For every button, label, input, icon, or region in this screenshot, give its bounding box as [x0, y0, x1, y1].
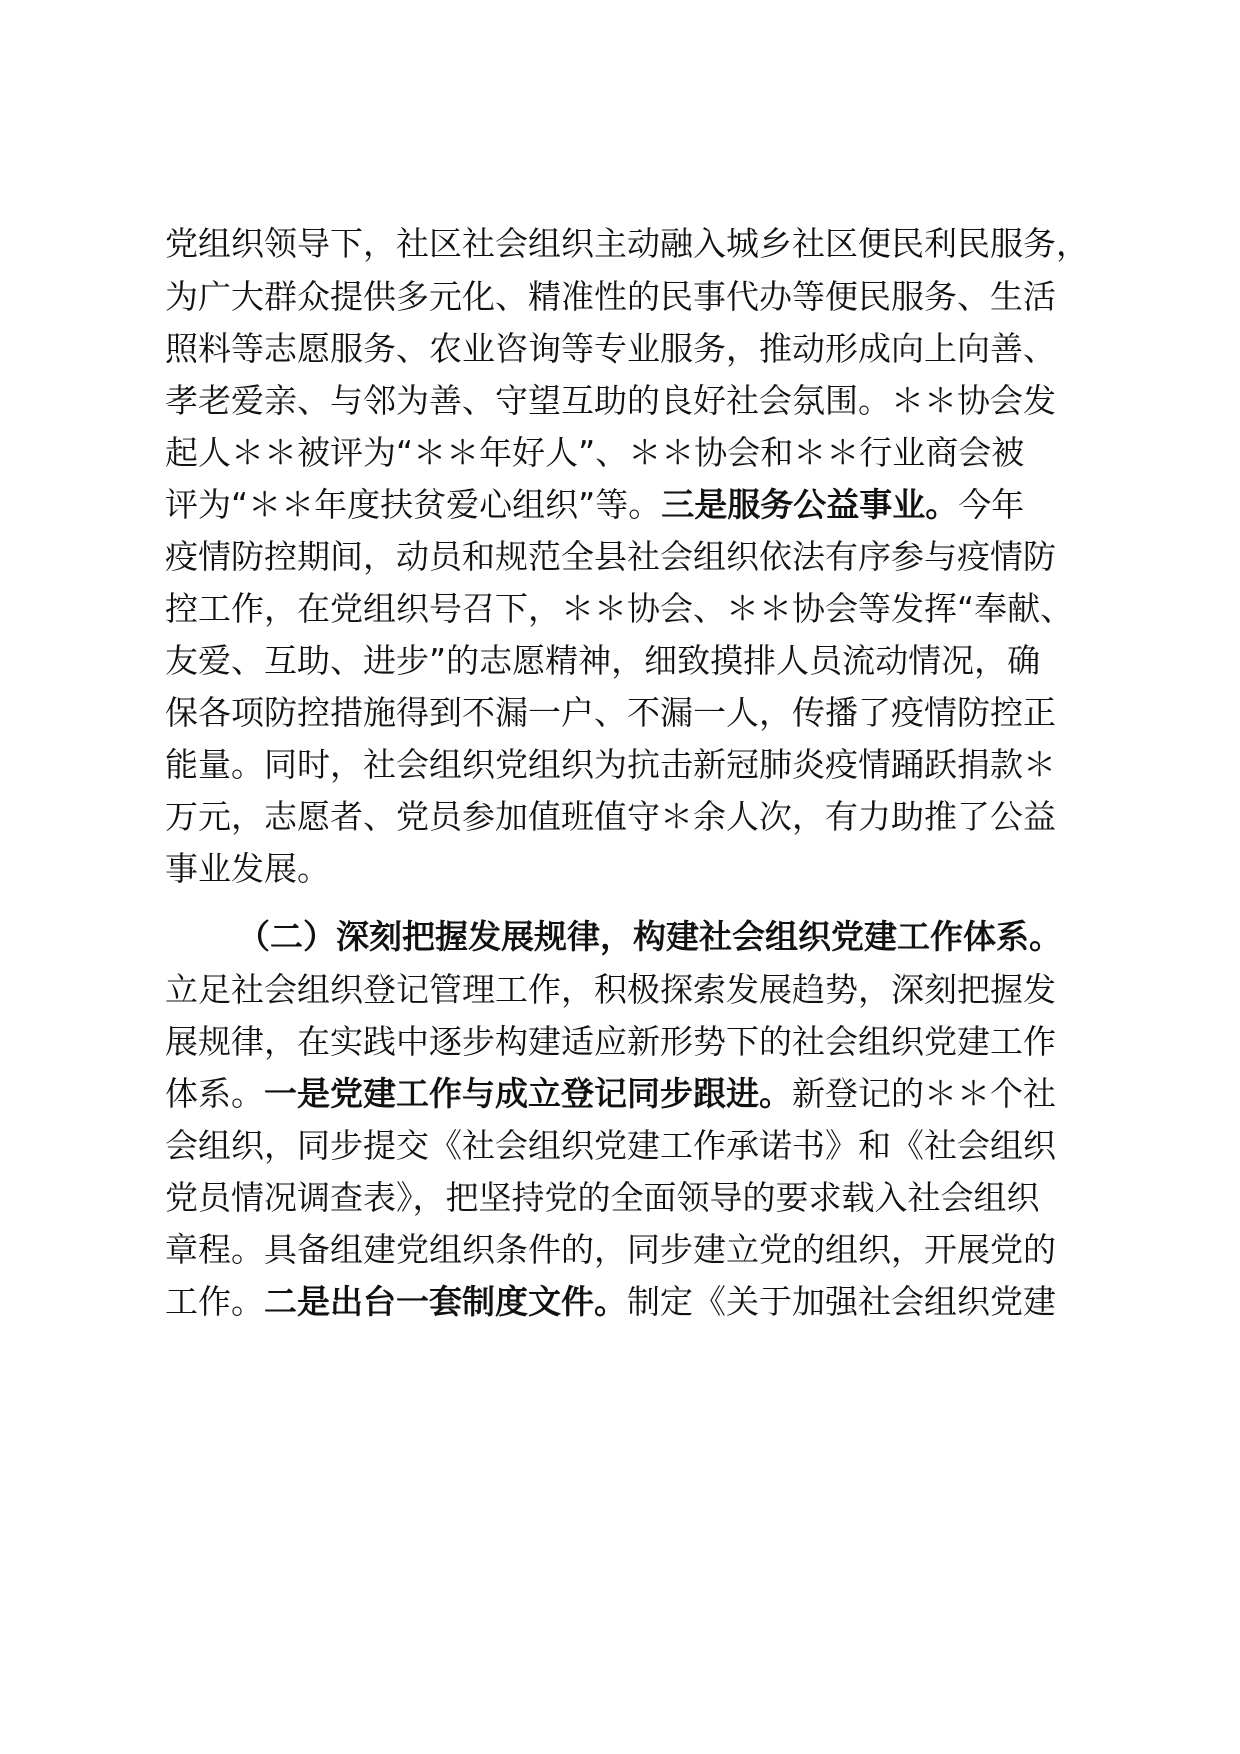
text-run: 党员情况调查表》，把坚持党的全面领导的要求载入社会组织 [165, 1178, 1040, 1217]
text-run: 控工作，在党组织号召下，＊＊协会、＊＊协会等发挥“奉献、 [165, 589, 1074, 628]
text-run: 体系。 [165, 1074, 264, 1113]
body-line [165, 1022, 1095, 1062]
body-line [165, 277, 1095, 317]
body-line [165, 433, 1095, 473]
body-line [165, 224, 1095, 264]
body-line [165, 329, 1095, 369]
body-line [165, 589, 1095, 629]
body-line [165, 1282, 1095, 1322]
body-line [165, 1126, 1095, 1166]
text-run: 孝老爱亲、与邻为善、守望互助的良好社会氛围。＊＊协会发 [165, 381, 1056, 420]
text-run: 展规律，在实践中逐步构建适应新形势下的社会组织党建工作 [165, 1022, 1056, 1061]
body-line [165, 641, 1095, 681]
text-run: 今年 [958, 485, 1025, 524]
text-run: 新登记的＊＊个社 [792, 1074, 1056, 1113]
text-run: 疫情防控期间，动员和规范全县社会组织依法有序参与疫情防 [165, 537, 1056, 576]
body-line [165, 1074, 1095, 1114]
text-run: 事业发展。 [165, 849, 330, 888]
text-run: 友爱、互助、进步”的志愿精神，细致摸排人员流动情况，确 [165, 641, 1041, 680]
text-run: 会组织，同步提交《社会组织党建工作承诺书》和《社会组织 [165, 1126, 1056, 1165]
body-line [165, 693, 1095, 733]
body-line [165, 537, 1095, 577]
body-line [165, 970, 1095, 1010]
text-run: 工作。 [165, 1282, 264, 1321]
text-run: 保各项防控措施得到不漏一户、不漏一人，传播了疫情防控正 [165, 693, 1056, 732]
bold-lead-phrase: 三是服务公益事业。 [661, 485, 959, 524]
text-run: 万元，志愿者、党员参加值班值守＊余人次，有力助推了公益 [165, 797, 1056, 836]
text-run: 能量。同时，社会组织党组织为抗击新冠肺炎疫情踊跃捐款＊ [165, 745, 1056, 784]
body-line [165, 1178, 1095, 1218]
section-heading: （二）深刻把握发展规律，构建社会组织党建工作体系。 [237, 917, 1062, 956]
text-run: 评为“＊＊年度扶贫爱心组织”等。 [165, 485, 662, 524]
text-run: 章程。具备组建党组织条件的，同步建立党的组织，开展党的 [165, 1230, 1056, 1269]
body-line [165, 745, 1095, 785]
bold-lead-phrase: 一是党建工作与成立登记同步跟进。 [264, 1074, 792, 1113]
body-line [165, 849, 1095, 889]
bold-lead-phrase: 二是出台一套制度文件。 [264, 1282, 627, 1321]
text-run: 为广大群众提供多元化、精准性的民事代办等便民服务、生活 [165, 277, 1056, 316]
body-line [165, 381, 1095, 421]
body-line [165, 485, 1095, 525]
text-run: 起人＊＊被评为“＊＊年好人”、＊＊协会和＊＊行业商会被 [165, 433, 1025, 472]
text-run: 照料等志愿服务、农业咨询等专业服务，推动形成向上向善、 [165, 329, 1056, 368]
text-run: 党组织领导下，社区社会组织主动融入城乡社区便民利民服务， [165, 224, 1089, 263]
body-line [165, 797, 1095, 837]
body-line [165, 1230, 1095, 1270]
text-run: 立足社会组织登记管理工作，积极探索发展趋势，深刻把握发 [165, 970, 1056, 1009]
text-run: 制定《关于加强社会组织党建 [627, 1282, 1056, 1321]
